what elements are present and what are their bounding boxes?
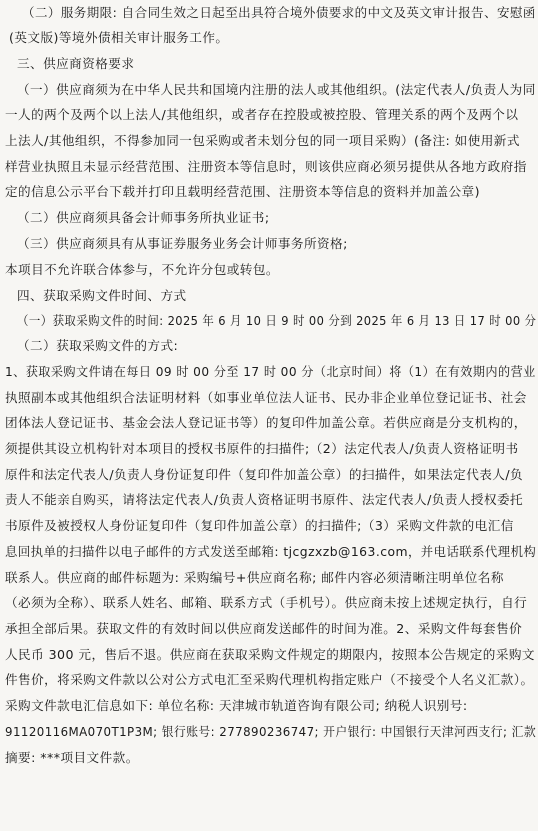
qualification-1-line-3: 上法人/其他组织，不得参加同一包采购或者未划分包的同一项目采购）(备注: 如使用新式 (5, 133, 520, 148)
remittance-info-line-3: 摘要: ***项目文件款。 (5, 750, 139, 765)
obtain-method-line-8: 息回执单的扫描件以电子邮件的方式发送至邮箱: tjcgzxzb@163.com，并电话联系代理机构 (5, 544, 537, 559)
obtain-method-line-11: 承担全部后果。获取文件的有效时间以供应商发送邮件的时间为准。2、采购文件每套售价 (5, 621, 523, 636)
no-consortium-line: 本项目不允许联合体参与，不允许分包或转包。 (5, 262, 279, 277)
section-heading-supplier-qualifications: 三、供应商资格要求 (17, 56, 135, 71)
obtain-method-line-13: 件售价，将采购文件款以公对公方式电汇至采购代理机构指定账户（不接受个人名义汇款）。 (5, 672, 534, 687)
obtain-method-line-2: 执照副本或其他组织合法证明材料（如事业单位法人证书、民办非企业单位登记证书、社会 (5, 390, 527, 405)
qualification-3: （三）供应商须具有从事证券服务业务会计师事务所资格; (17, 236, 348, 251)
obtain-method-line-3: 团体法人登记证书、基金会法人登记证书等）的复印件加盖公章。若供应商是分支机构的， (5, 415, 527, 430)
qualification-1-line-1: （一）供应商须为在中华人民共和国境内注册的法人或其他组织。(法定代表人/负责人为同 (17, 82, 536, 97)
service-period-line-2: (英文版)等境外债相关审计服务工作。 (9, 30, 229, 45)
remittance-info-line-1: 采购文件款电汇信息如下: 单位名称: 天津城市轨道咨询有限公司; 纳税人识别号: (5, 698, 468, 713)
obtain-method-line-10: （必须为全称）、联系人姓名、邮箱、联系方式（手机号）。供应商未按上述规定执行，自行 (5, 595, 528, 610)
obtain-method-heading: （二）获取采购文件的方式: (17, 338, 179, 353)
obtain-method-line-9: 联系人。供应商的邮件标题为: 采购编号+供应商名称; 邮件内容必须清晰注明单位名称 (5, 570, 504, 585)
obtain-method-line-1: 1、获取采购文件请在每日 09 时 00 分至 17 时 00 分（北京时间）将（1）在有效期内的营业 (5, 364, 536, 379)
obtain-method-line-6: 责人不能亲自购买，请将法定代表人/负责人资格证明书原件、法定代表人/负责人授权委托 (5, 492, 524, 507)
obtain-method-line-5: 原件和法定代表人/负责人身份证复印件（复印件加盖公章）的扫描件，如果法定代表人/负 (5, 467, 524, 482)
obtain-method-line-12: 人民币 300 元，售后不退。供应商在获取采购文件规定的期限内，按照本公告规定的采购文 (5, 647, 535, 662)
qualification-2: （二）供应商须具备会计师事务所执业证书; (17, 210, 270, 225)
obtain-time-line: （一）获取采购文件的时间: 2025 年 6 月 10 日 9 时 00 分到 2025 年 6 月 13 日 17 时 00 分 (17, 313, 537, 328)
qualification-1-line-4: 样营业执照且未显示经营范围、注册资本等信息时，则该供应商必须另提供从各地方政府指 (5, 159, 527, 174)
obtain-method-line-4: 须提供其设立机构针对本项目的授权书原件的扫描件;（2）法定代表人/负责人资格证明书 (5, 441, 519, 456)
section-heading-obtain-documents: 四、获取采购文件时间、方式 (17, 288, 187, 303)
service-period-line-1: （二）服务期限: 自合同生效之日起至出具符合境外债要求的中文及英文审计报告、安慰函 (22, 5, 536, 20)
remittance-info-line-2: 91120116MA070T1P3M; 银行账号: 277890236747; 开户银行: 中国银行天津河西支行; 汇款 (5, 724, 537, 739)
obtain-method-line-7: 书原件及被授权人身份证复印件（复印件加盖公章）的扫描件;（3）采购文件款的电汇信 (5, 518, 514, 533)
qualification-1-line-2: 一人的两个及两个以上法人/其他组织，或者存在控股或被控股、管理关系的两个及两个以 (5, 107, 519, 122)
qualification-1-line-5: 定的信息公示平台下载并打印且载明经营范围、注册资本等信息的资料并加盖公章) (5, 184, 480, 199)
